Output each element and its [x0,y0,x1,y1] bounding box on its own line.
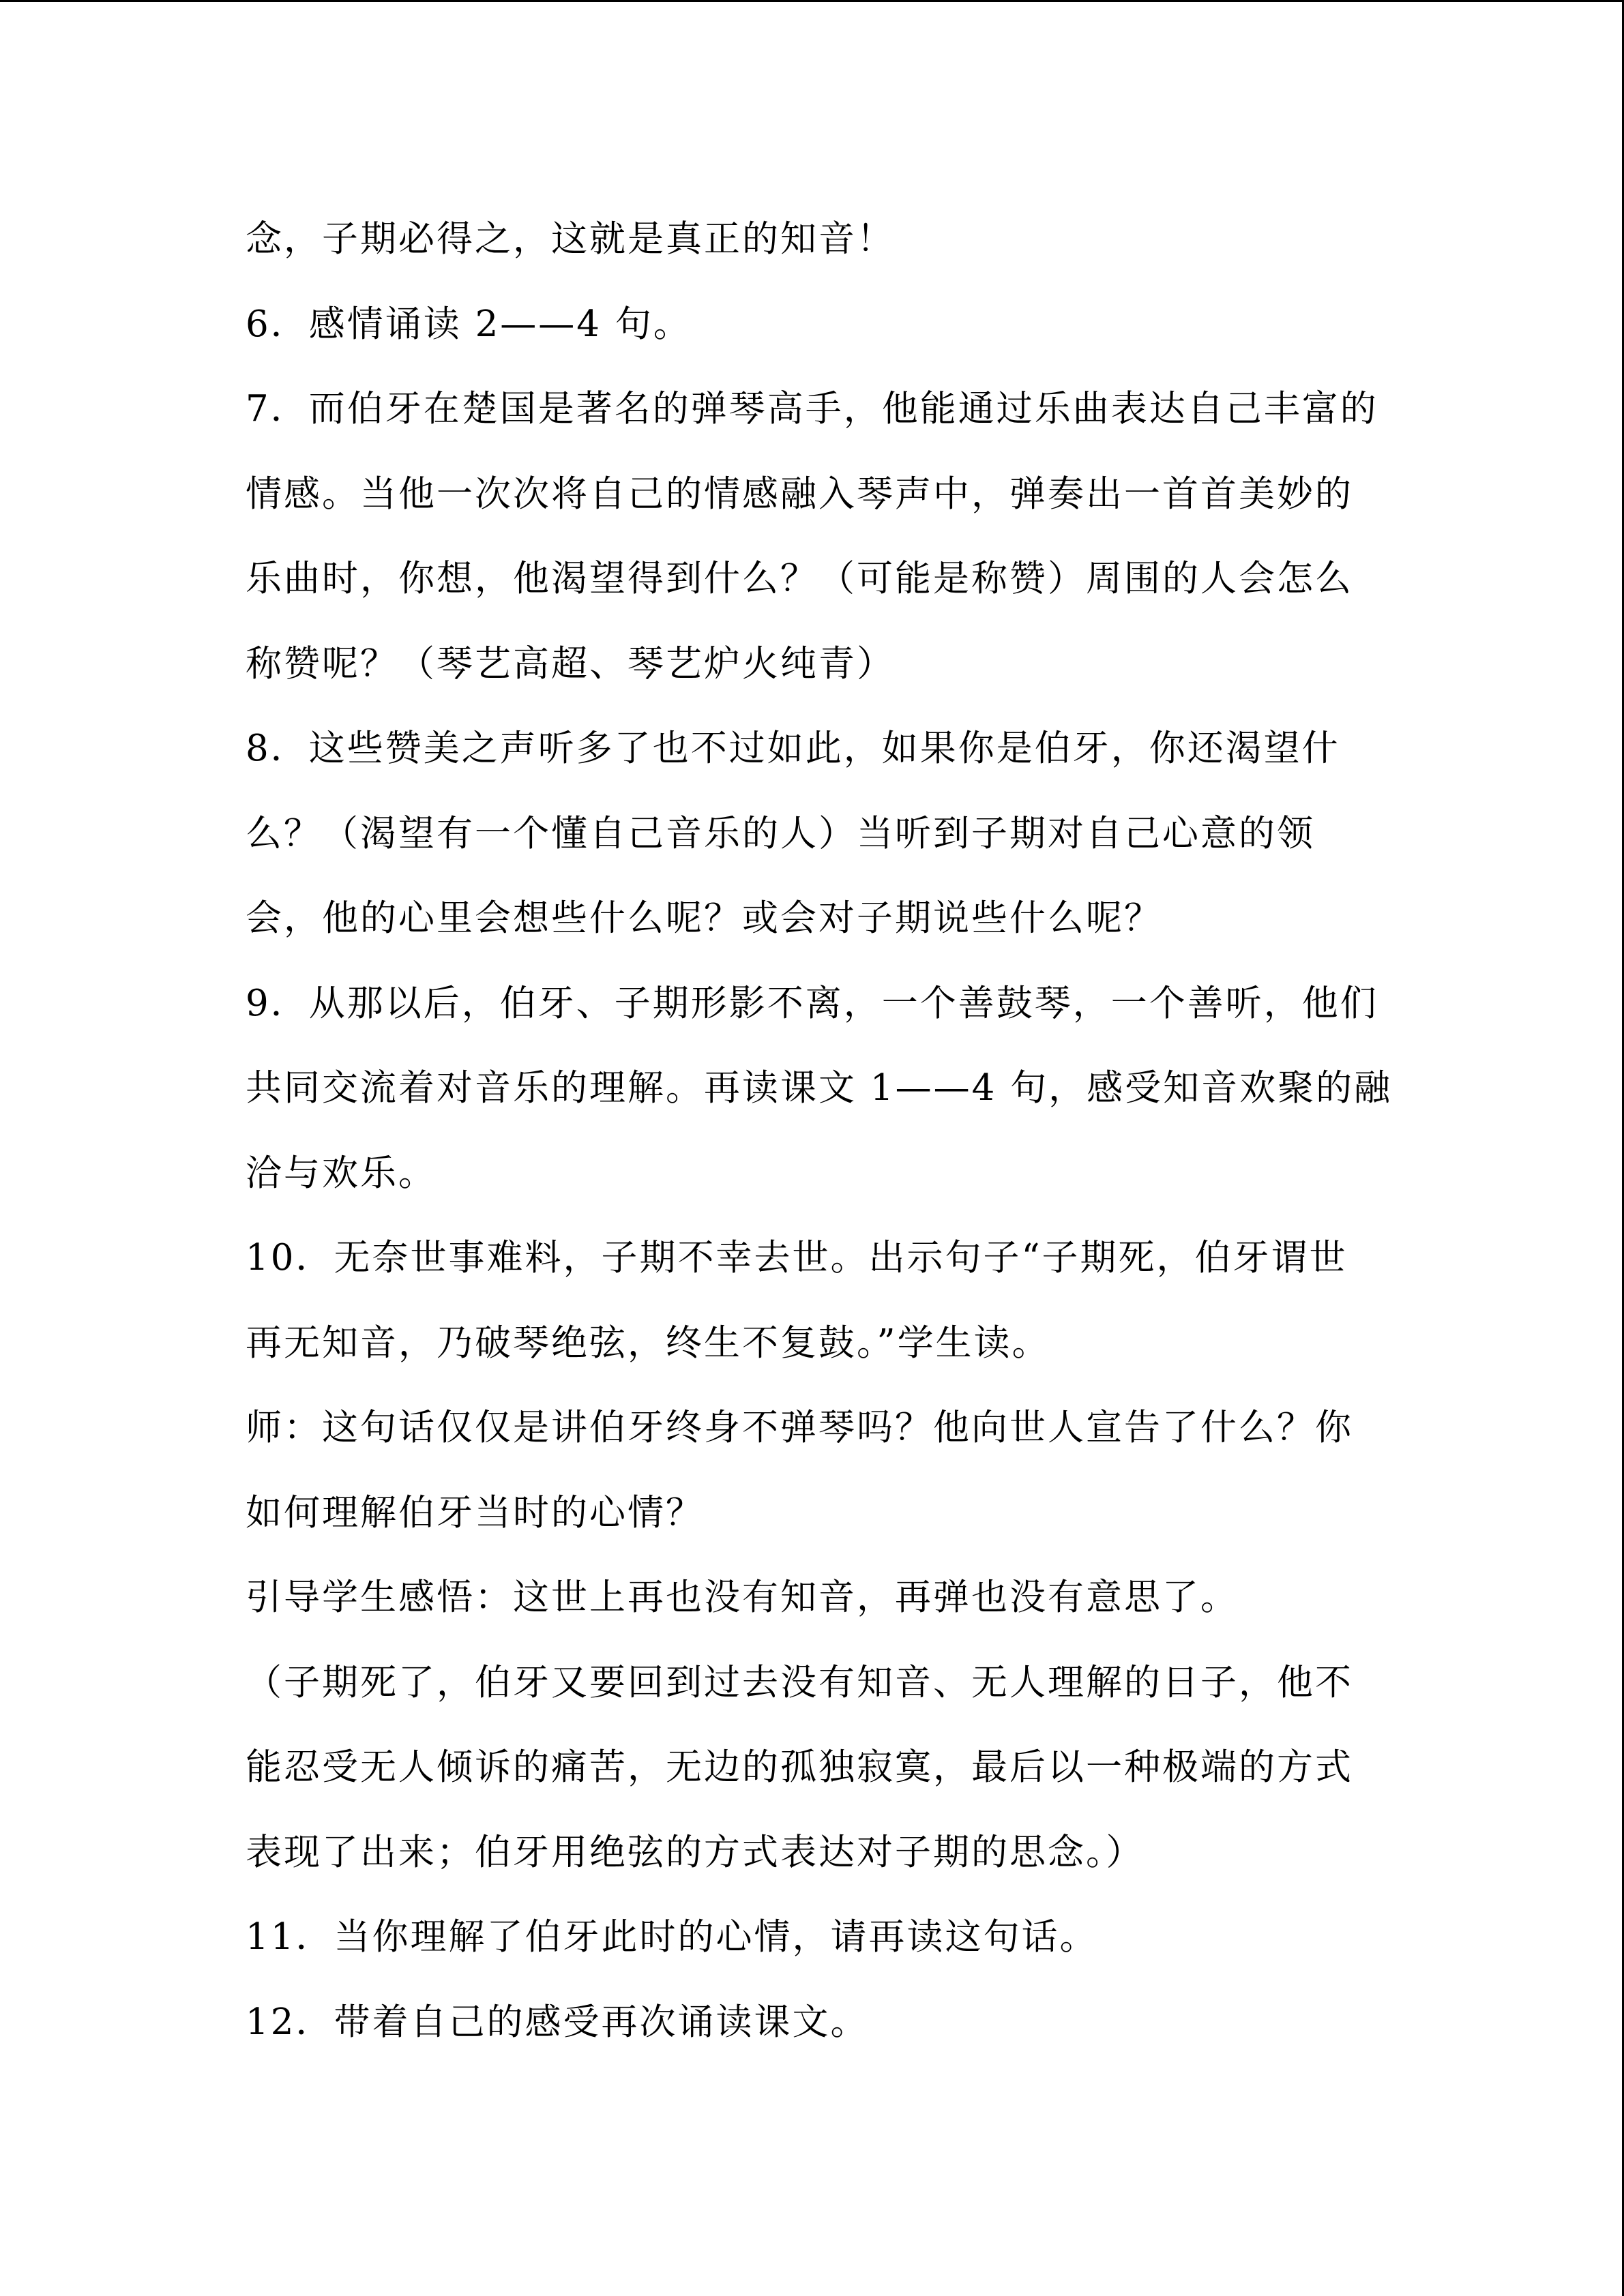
text-line: 10．无奈世事难料，子期不幸去世。出示句子“子期死，伯牙谓世 [246,1237,1348,1279]
text-line: 如何理解伯牙当时的心情？ [246,1491,704,1534]
text-line: 洽与欢乐。 [246,1152,437,1194]
text-line: 引导学生感悟：这世上再也没有知音，再弹也没有意思了。 [246,1577,1239,1618]
text-line: 表现了出来；伯牙用绝弦的方式表达对子期的思念。） [246,1831,1145,1873]
text-line: 会，他的心里会想些什么呢？或会对子期说些什么呢？ [246,897,1162,939]
text-line: 共同交流着对音乐的理解。再读课文 1——4 句，感受知音欢聚的融 [246,1067,1393,1109]
page-top-border [0,0,1624,2]
text-line: 能忍受无人倾诉的痛苦，无边的孤独寂寞，最后以一种极端的方式 [246,1746,1353,1788]
text-line: 再无知音，乃破琴绝弦，终生不复鼓。”学生读。 [246,1322,1050,1364]
document-body [246,209,1405,2076]
text-line: 念，子期必得之，这就是真正的知音！ [246,218,895,260]
text-line: 师：这句话仅仅是讲伯牙终身不弹琴吗？他向世人宣告了什么？你 [246,1407,1353,1448]
text-line: 情感。当他一次次将自己的情感融入琴声中，弹奏出一首首美妙的 [246,473,1353,515]
text-line: 8．这些赞美之声听多了也不过如此，如果你是伯牙，你还渴望什 [246,728,1340,769]
text-line: 9．从那以后，伯牙、子期形影不离，一个善鼓琴，一个善听，他们 [246,982,1378,1024]
text-line: 乐曲时，你想，他渴望得到什么？（可能是称赞）周围的人会怎么 [246,558,1353,599]
text-line: 12．带着自己的感受再次诵读课文。 [246,2001,869,2043]
text-line: 么？（渴望有一个懂自己音乐的人）当听到子期对自己心意的领 [246,812,1315,854]
text-line: 称赞呢？（琴艺高超、琴艺炉火纯青） [246,642,895,685]
text-line: 7．而伯牙在楚国是著名的弹琴高手，他能通过乐曲表达自己丰富的 [246,388,1378,430]
text-line: （子期死了，伯牙又要回到过去没有知音、无人理解的日子，他不 [246,1661,1353,1703]
text-line: 6．感情诵读 2——4 句。 [246,303,692,345]
text-line: 11．当你理解了伯牙此时的心情，请再读这句话。 [246,1916,1098,1958]
